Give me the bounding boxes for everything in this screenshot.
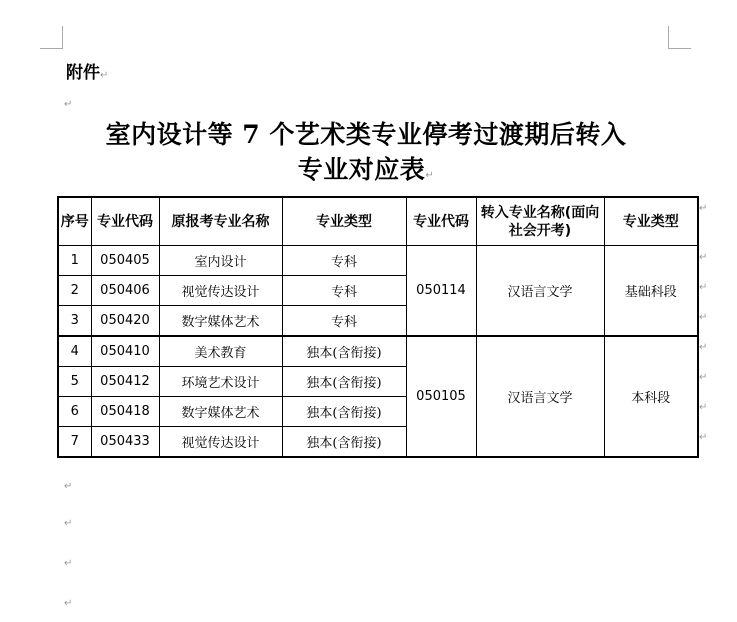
row-name: 数字媒体艺术 [159,306,282,337]
header-new-name: 转入专业名称(面向社会开考) [476,197,604,246]
row-seq: 5 [58,367,91,397]
row-type: 独本(含衔接) [282,397,406,427]
paragraph-mark-icon: ↵ [64,481,73,492]
row-seq: 6 [58,397,91,427]
row-name: 环境艺术设计 [159,367,282,397]
attachment-label: 附件↵ [66,63,109,83]
row-code: 050406 [91,276,159,306]
page-corner-mark-top-right [668,26,691,49]
paragraph-mark-icon: ↵ [64,558,73,569]
row-code: 050410 [91,336,159,367]
table-row [58,336,698,367]
row-code: 050405 [91,246,159,276]
row-seq: 2 [58,276,91,306]
header-orig-type: 专业类型 [282,197,406,246]
group-new-type: 基础科段 [604,246,698,337]
row-name: 视觉传达设计 [159,427,282,458]
row-end-mark-icon: ↵ [699,342,708,353]
paragraph-mark-icon: ↵ [64,598,73,609]
row-seq: 1 [58,246,91,276]
group-new-code: 050105 [406,336,476,457]
row-end-mark-icon: ↵ [699,312,708,323]
header-orig-code: 专业代码 [91,197,159,246]
row-name: 美术教育 [159,336,282,367]
group-new-type: 本科段 [604,336,698,457]
row-code: 050433 [91,427,159,458]
paragraph-mark-icon: ↵ [100,70,109,81]
group-new-code: 050114 [406,246,476,337]
header-seq: 序号 [58,197,91,246]
header-orig-name: 原报考专业名称 [159,197,282,246]
page-corner-mark-top-left [40,26,63,49]
row-code: 050418 [91,397,159,427]
row-type: 独本(含衔接) [282,336,406,367]
header-new-code: 专业代码 [406,197,476,246]
row-end-mark-icon: ↵ [699,372,708,383]
row-end-mark-icon: ↵ [699,432,708,443]
row-code: 050420 [91,306,159,337]
document-title-line1: 室内设计等 7 个艺术类专业停考过渡期后转入 [105,120,627,149]
paragraph-mark-icon: ↵ [425,170,435,181]
row-end-mark-icon: ↵ [699,203,708,214]
row-seq: 3 [58,306,91,337]
group-new-name: 汉语言文学 [476,336,604,457]
row-type: 专科 [282,246,406,276]
row-end-mark-icon: ↵ [699,402,708,413]
row-type: 专科 [282,306,406,337]
row-code: 050412 [91,367,159,397]
row-seq: 7 [58,427,91,458]
row-type: 独本(含衔接) [282,367,406,397]
row-seq: 4 [58,336,91,367]
paragraph-mark-icon: ↵ [64,518,73,529]
row-end-mark-icon: ↵ [699,252,708,263]
row-type: 独本(含衔接) [282,427,406,458]
document-title-line2: 专业对应表↵ [297,155,435,184]
paragraph-mark-icon: ↵ [64,99,73,110]
row-name: 室内设计 [159,246,282,276]
row-name: 数字媒体艺术 [159,397,282,427]
major-mapping-table [57,196,699,458]
row-end-mark-icon: ↵ [699,282,708,293]
row-name: 视觉传达设计 [159,276,282,306]
table-header-row [58,197,698,246]
header-new-type: 专业类型 [604,197,698,246]
row-type: 专科 [282,276,406,306]
table-row [58,246,698,276]
group-new-name: 汉语言文学 [476,246,604,337]
